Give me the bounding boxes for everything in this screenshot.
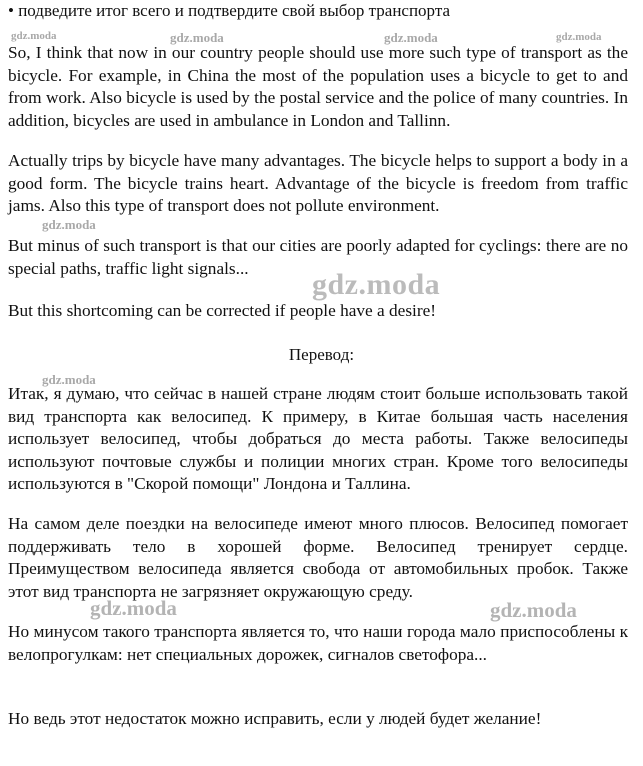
english-paragraph-4: But this shortcoming can be corrected if people have a desire!	[8, 301, 437, 320]
watermark: gdz.moda	[11, 30, 57, 42]
bullet-instruction: • подведите итог всего и подтвердите свой выбор транспорта	[8, 1, 451, 20]
watermark: gdz.moda	[42, 217, 96, 232]
english-paragraph-1: So, I think that now in our country people should use more such type of transport as the bicycle. For example, in China the most of the population uses a bicycle to get to and from work. Also bicycle is used by the postal service and the police of many countries. In addition, bicycles are used in ambulance in London and Tallinn.	[8, 43, 628, 130]
english-paragraph-3: But minus of such transport is that our cities are poorly adapted for cyclings: there are no special paths, traffic light signals...	[8, 236, 628, 278]
watermark: gdz.moda	[90, 596, 177, 620]
watermark: gdz.moda	[384, 30, 438, 45]
russian-paragraph-3: Но минусом такого транспорта является то, что наши города мало приспособлены к велопрогулкам: нет специальных дорожек, сигналов светофора...	[8, 622, 628, 664]
english-paragraph-2: Actually trips by bicycle have many advantages. The bicycle helps to support a body in a good form. The bicycle trains heart. Advantage of the bicycle is freedom from traffic jams. Also this type of transport does not pollute environment.	[8, 151, 628, 215]
watermark: gdz.moda	[556, 31, 602, 43]
watermark: gdz.moda	[490, 598, 577, 622]
watermark: gdz.moda	[170, 30, 224, 45]
russian-paragraph-2: На самом деле поездки на велосипеде имеют много плюсов. Велосипед помогает поддерживать тело в хорошей форме. Велосипед тренирует сердце. Преимуществом велосипеда является свобода от автомобильных пробок. Также этот вид транспорта не загрязняет окружающую среду.	[8, 514, 628, 601]
russian-paragraph-4: Но ведь этот недостаток можно исправить, если у людей будет желание!	[8, 709, 542, 728]
russian-paragraph-1: Итак, я думаю, что сейчас в нашей стране людям стоит больше использовать такой вид транспорта как велосипед. К примеру, в Китае большая часть населения использует велосипед, чтобы добраться до места работы. Также велосипеды используют почтовые службы и полиции многих стран. Кроме того велосипеды используются в "Скорой помощи" Лондона и Таллина.	[8, 384, 628, 493]
watermark: gdz.moda	[312, 268, 441, 301]
translation-heading: Перевод:	[288, 345, 355, 364]
watermark: gdz.moda	[42, 372, 96, 387]
